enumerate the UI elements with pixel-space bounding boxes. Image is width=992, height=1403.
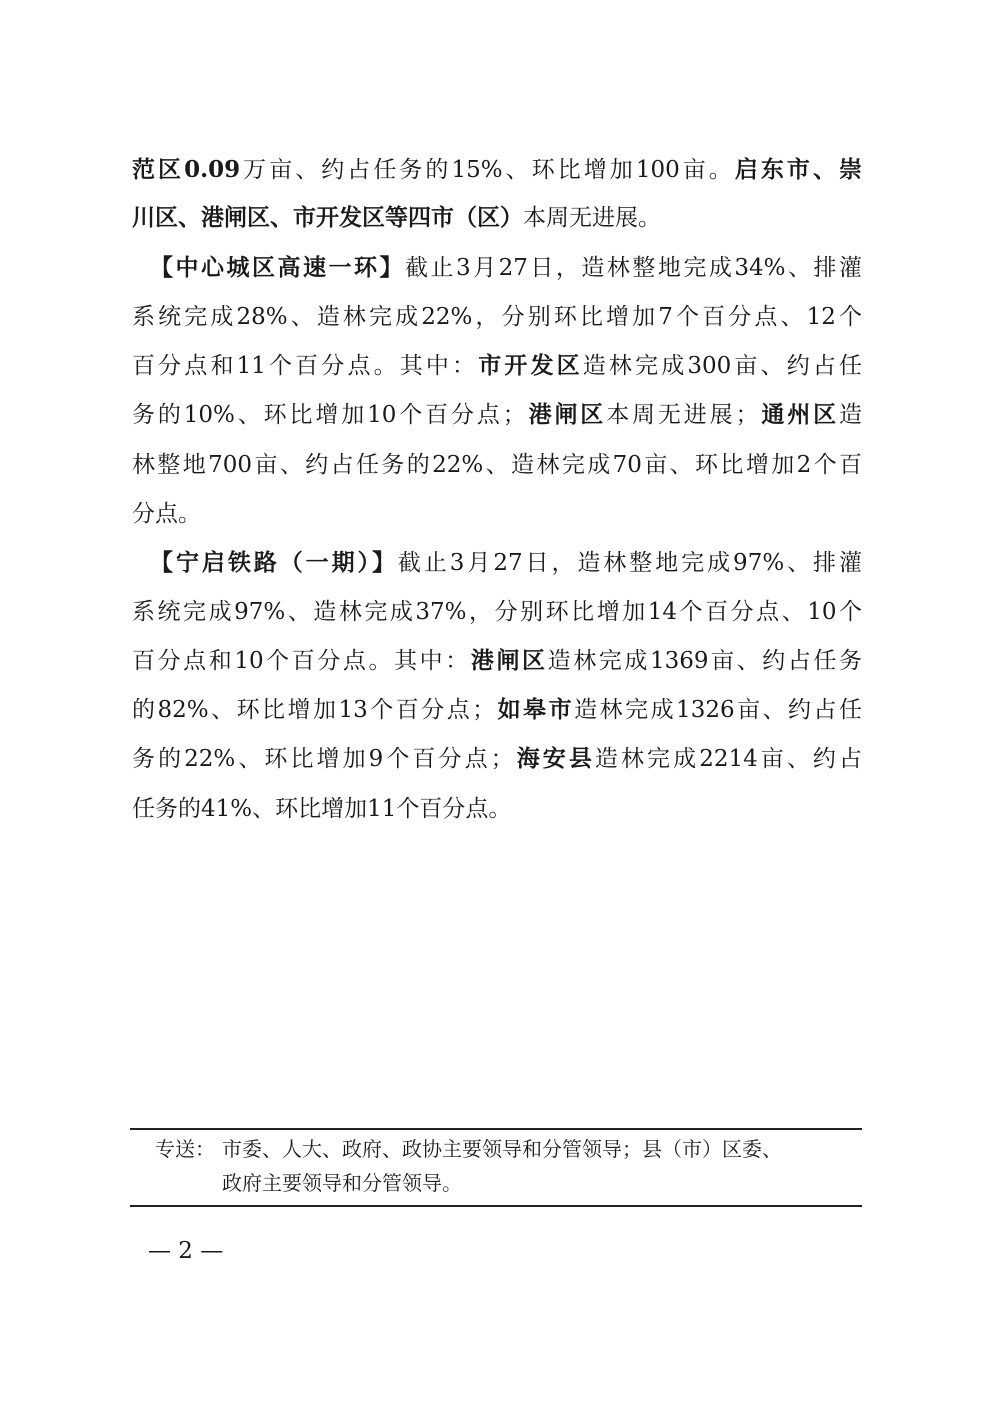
paragraph-2-line-1 bbox=[150, 248, 862, 288]
paragraph-1-bold-region: 川区、港闸区、市开发区等四市（区） bbox=[132, 204, 523, 231]
paragraph-3-text: 百分点和10个百分点。其中： bbox=[132, 648, 471, 674]
paragraph-1-line-2 bbox=[132, 198, 862, 238]
paragraph-3-line-6: 任务的41%、环比增加11个百分点。 bbox=[132, 796, 512, 822]
distribution-bottom-rule bbox=[130, 1205, 862, 1207]
section-heading-railway: 【宁启铁路（一期）】 bbox=[150, 550, 398, 576]
paragraph-3-text: 造林完成2214亩、约占 bbox=[594, 746, 862, 772]
paragraph-3-line-1 bbox=[150, 543, 862, 583]
paragraph-3-line-2: 系统完成97%、造林完成37%，分别环比增加14个百分点、10个 bbox=[132, 599, 862, 625]
paragraph-2-line-2: 系统完成28%、造林完成22%，分别环比增加7个百分点、12个 bbox=[132, 304, 862, 330]
region-name: 市开发区 bbox=[478, 352, 583, 379]
page-number: — 2 — bbox=[148, 1238, 224, 1264]
paragraph-3-line-4 bbox=[132, 690, 862, 730]
paragraph-2-line-5: 林整地700亩、约占任务的22%、造林完成70亩、环比增加2个百 bbox=[132, 452, 862, 478]
paragraph-1-text: 本周无进展。 bbox=[523, 205, 661, 231]
paragraph-2-text: 百分点和11个百分点。其中： bbox=[132, 353, 479, 379]
distribution-recipients-line-2: 政府主要领导和分管领导。 bbox=[222, 1171, 462, 1195]
paragraph-2-text: 务的10%、环比增加10个百分点； bbox=[132, 402, 526, 428]
paragraph-1-bold-region: 启东市、崇 bbox=[734, 156, 862, 183]
distribution-label: 专送： bbox=[155, 1137, 215, 1161]
distribution-top-rule bbox=[130, 1128, 862, 1130]
region-name: 海安县 bbox=[513, 745, 595, 772]
paragraph-2-line-4 bbox=[132, 395, 862, 435]
paragraph-3-text: 截止3月27日，造林整地完成97%、排灌 bbox=[397, 550, 863, 576]
paragraph-2-line-6: 分点。 bbox=[132, 501, 201, 527]
paragraph-2-text: 造林完成300亩、约占任 bbox=[582, 353, 863, 379]
paragraph-3-text: 的82%、环比增加13个百分点； bbox=[132, 697, 496, 723]
paragraph-3-line-3 bbox=[132, 641, 862, 681]
region-name: 港闸区 bbox=[525, 401, 607, 428]
paragraph-1-line-1 bbox=[132, 150, 862, 190]
section-heading-ring-road: 【中心城区高速一环】 bbox=[150, 255, 405, 281]
paragraph-1-text: 万亩、约占任务的15%、环比增加100亩。 bbox=[240, 157, 735, 183]
paragraph-2-line-3 bbox=[132, 346, 862, 386]
paragraph-2-text: 造 bbox=[839, 402, 863, 428]
distribution-recipients-line-1: 市委、人大、政府、政协主要领导和分管领导；县（市）区委、 bbox=[222, 1137, 782, 1161]
paragraph-3-text: 务的22%、环比增加9个百分点； bbox=[132, 746, 514, 772]
region-name: 如皋市 bbox=[495, 696, 575, 723]
paragraph-3-text: 造林完成1326亩、约占任 bbox=[574, 697, 863, 723]
paragraph-3-text: 造林完成1369亩、约占任务 bbox=[547, 648, 862, 674]
paragraph-3-line-5 bbox=[132, 739, 862, 779]
region-name: 港闸区 bbox=[470, 647, 548, 674]
paragraph-2-text: 截止3月27日，造林整地完成34%、排灌 bbox=[405, 255, 863, 281]
paragraph-2-text: 本周无进展； bbox=[606, 402, 759, 428]
paragraph-1-bold-figure: 范区0.09 bbox=[132, 156, 241, 183]
region-name: 通州区 bbox=[758, 401, 840, 428]
